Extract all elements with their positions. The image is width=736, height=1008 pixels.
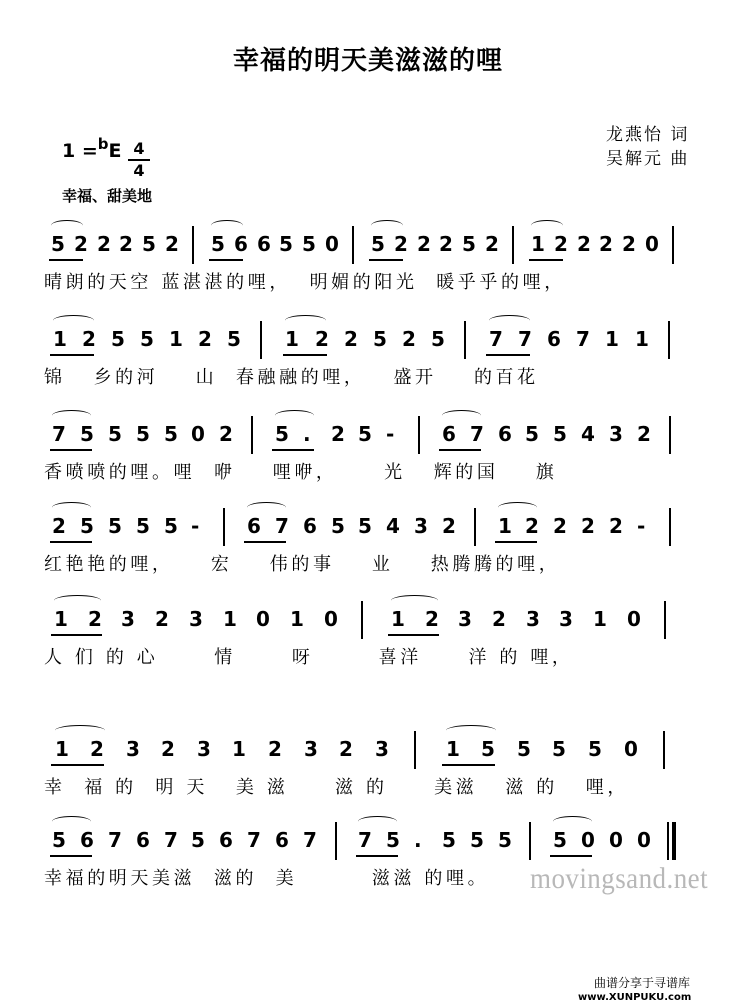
lyrics-line: 锦 乡的河 山 春融融的哩， 盛开 的百花 [44,367,539,388]
note: 0 [191,422,205,446]
note: 4 [386,514,400,538]
note: 5 [386,828,400,852]
note: 2 [339,737,353,761]
slur [53,315,94,326]
note: 2 [525,514,539,538]
lyrics-line: 人 们 的 心 情 呀 喜洋 洋 的 哩， [44,647,574,668]
note: 1 [223,607,237,631]
note: 3 [609,422,623,446]
note: 7 [489,327,503,351]
slur [275,410,314,421]
note: 2 [155,607,169,631]
beam-underline [50,449,92,451]
note: 1 [290,607,304,631]
note: 3 [559,607,573,631]
note: 3 [189,607,203,631]
note: 5 [227,327,241,351]
slur [51,220,83,231]
slur [55,725,105,736]
slur [371,220,403,231]
key-signature: 1 =$^b$E [62,135,122,162]
notation-line [44,232,689,264]
note: 5 [80,514,94,538]
note: 2 [82,327,96,351]
note: 5 [517,737,531,761]
note: 1 [53,327,67,351]
note: 2 [74,232,88,256]
note: 1 [391,607,405,631]
note: 5 [80,422,94,446]
note: 2 [439,232,453,256]
notation-line [44,514,689,546]
note: 3 [121,607,135,631]
note: 5 [191,828,205,852]
note: 1 [531,232,545,256]
note: 6 [247,514,261,538]
note: 0 [624,737,638,761]
note: 2 [622,232,636,256]
score-row [0,327,736,407]
barline [664,601,666,639]
beam-underline [529,259,563,261]
slur [531,220,563,231]
note: 2 [485,232,499,256]
slur [489,315,530,326]
note: 3 [526,607,540,631]
beam-underline [51,764,104,766]
note: 2 [609,514,623,538]
beam-underline [50,855,92,857]
note: 2 [553,514,567,538]
beam-underline [50,354,94,356]
lyrics-line: 幸 福 的 明 天 美 滋 滋 的 美滋 滋 的 哩， [44,777,630,798]
note: 5 [279,232,293,256]
note: 5 [108,422,122,446]
barline [663,731,665,769]
time-signature [128,140,150,180]
note: 3 [126,737,140,761]
note: 7 [108,828,122,852]
note: 2 [161,737,175,761]
note: 1 [635,327,649,351]
lyrics-line: 晴朗的天空 蓝湛湛的哩， 明媚的阳光 暖乎乎的哩， [44,272,566,293]
note: 1 [169,327,183,351]
note: 2 [219,422,233,446]
note: 5 [358,422,372,446]
note: 0 [627,607,641,631]
note: 2 [577,232,591,256]
footer-text: 曲谱分享于寻谱库 [594,976,691,990]
slur [391,595,438,606]
note: 5 [164,422,178,446]
note: 3 [304,737,318,761]
score-row [0,232,736,312]
beam-underline [209,259,243,261]
flat-sign: b [97,135,109,153]
note: 5 [553,422,567,446]
note: 2 [402,327,416,351]
note: 5 [442,828,456,852]
note: 2 [88,607,102,631]
notation-line [44,422,689,454]
note: 5 [373,327,387,351]
note: 1 [55,737,69,761]
note: 7 [247,828,261,852]
note: 5 [136,422,150,446]
notation-line [44,607,689,639]
note: 6 [498,422,512,446]
note: 5 [588,737,602,761]
dash-note: - [386,422,395,446]
beam-underline [439,449,481,451]
note: 3 [458,607,472,631]
slur [52,410,91,421]
note: 2 [442,514,456,538]
footer-url: www.XUNPUKU.com [578,992,692,1003]
barline [669,508,671,546]
composer-credit: 吴解元 曲 [606,149,690,169]
note: 2 [344,327,358,351]
tempo-marking: 幸福、甜美地 [62,187,153,205]
note: 3 [414,514,428,538]
beam-underline [51,634,102,636]
note: 1 [498,514,512,538]
barline [529,822,531,860]
note: 6 [547,327,561,351]
dash-note: - [191,514,200,538]
final-barline [667,822,676,860]
note: 0 [645,232,659,256]
note: 5 [51,232,65,256]
note: 5 [553,828,567,852]
note: 5 [462,232,476,256]
note: 6 [80,828,94,852]
note: 4 [581,422,595,446]
note: 3 [197,737,211,761]
slur [553,816,592,827]
note: 5 [302,232,316,256]
beam-underline [283,354,327,356]
barline [251,416,253,454]
note: 2 [554,232,568,256]
note: 0 [256,607,270,631]
note: 6 [219,828,233,852]
note: 5 [498,828,512,852]
score-row [0,737,736,817]
note: 6 [234,232,248,256]
beam-underline [272,449,314,451]
note: 5 [358,514,372,538]
note: 5 [211,232,225,256]
slur [52,816,91,827]
beam-underline [388,634,439,636]
lyricist-credit: 龙燕怡 词 [606,125,690,145]
note: 5 [525,422,539,446]
note: 7 [275,514,289,538]
barline [260,321,262,359]
note: 5 [371,232,385,256]
slur [211,220,243,231]
note: 0 [324,607,338,631]
barline [352,226,354,264]
note: 2 [599,232,613,256]
note: 3 [375,737,389,761]
note: 2 [119,232,133,256]
barline [474,508,476,546]
beam-underline [356,855,398,857]
note: 5 [142,232,156,256]
note: 2 [637,422,651,446]
note: 2 [97,232,111,256]
barline [464,321,466,359]
beam-underline [550,855,592,857]
lyrics-line: 红艳艳的哩， 宏 伟的事 业 热腾腾的哩， [44,554,561,575]
note: 7 [164,828,178,852]
note: 2 [581,514,595,538]
slur [247,502,286,513]
slur [446,725,496,736]
barline [361,601,363,639]
note: 5 [164,514,178,538]
dot-mark: . [414,828,422,852]
note: 7 [358,828,372,852]
time-signature-bottom: 4 [133,161,145,180]
beam-underline [49,259,83,261]
note: 2 [315,327,329,351]
beam-underline [486,354,530,356]
barline [672,226,674,264]
note: 1 [593,607,607,631]
note: 5 [52,828,66,852]
note: 1 [54,607,68,631]
note: 0 [581,828,595,852]
note: 5 [552,737,566,761]
note: 2 [331,422,345,446]
notation-line [44,327,689,359]
note: 2 [198,327,212,351]
score-row [0,607,736,687]
time-signature-top: 4 [133,139,145,158]
note: 5 [140,327,154,351]
note: 5 [136,514,150,538]
barline [512,226,514,264]
note: 2 [492,607,506,631]
note: 2 [417,232,431,256]
note: 7 [303,828,317,852]
slur [442,410,481,421]
beam-underline [50,541,92,543]
slur [52,502,91,513]
note: 7 [470,422,484,446]
note: 2 [268,737,282,761]
lyrics-line: 幸福的明天美滋 滋的 美 滋滋 的哩。 [44,868,490,889]
note: 1 [285,327,299,351]
slur [54,595,101,606]
note: 7 [52,422,66,446]
barline [223,508,225,546]
note: 6 [442,422,456,446]
note: 2 [52,514,66,538]
note: 2 [394,232,408,256]
dash-note: - [637,514,646,538]
note: 6 [136,828,150,852]
notation-line [44,828,689,860]
note: 2 [425,607,439,631]
barline [414,731,416,769]
note: 1 [605,327,619,351]
watermark: movingsand.net [530,862,709,895]
note: 0 [325,232,339,256]
barline [418,416,420,454]
note: 5 [431,327,445,351]
note: 6 [275,828,289,852]
beam-underline [495,541,537,543]
dot-mark: . [303,422,311,446]
note: 5 [275,422,289,446]
note: 2 [165,232,179,256]
note: 1 [232,737,246,761]
beam-underline [442,764,495,766]
note: 6 [303,514,317,538]
note: 2 [90,737,104,761]
note: 5 [470,828,484,852]
song-title: 幸福的明天美滋滋的哩 [232,46,503,76]
note: 0 [609,828,623,852]
barline [335,822,337,860]
note: 7 [518,327,532,351]
beam-underline [244,541,286,543]
note: 1 [446,737,460,761]
note: 0 [637,828,651,852]
note: 5 [111,327,125,351]
note: 5 [481,737,495,761]
slur [358,816,397,827]
barline [192,226,194,264]
barline [669,416,671,454]
slur [285,315,326,326]
note: 6 [257,232,271,256]
slur [498,502,537,513]
score-row [0,422,736,502]
note: 7 [576,327,590,351]
beam-underline [369,259,403,261]
notation-line [44,737,689,769]
lyrics-line: 香喷喷的哩。哩 咿 哩咿， 光 辉的国 旗 [44,462,558,483]
note: 5 [108,514,122,538]
barline [668,321,670,359]
note: 5 [331,514,345,538]
score-row [0,514,736,594]
